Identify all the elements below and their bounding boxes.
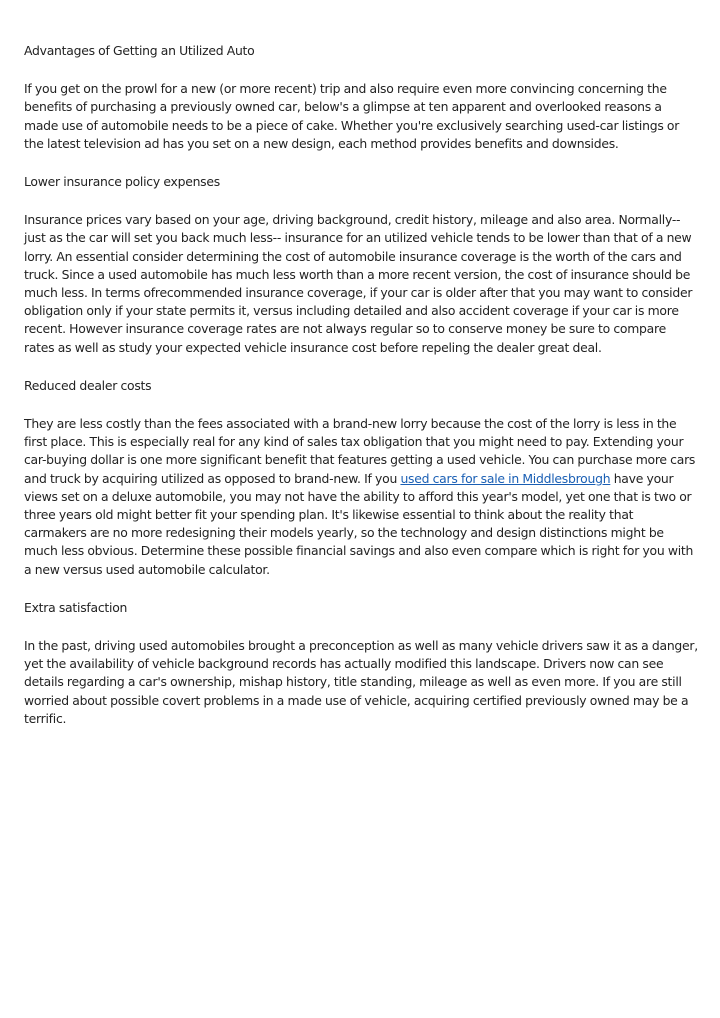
body-text-before-link: They are less costly than the fees associated with a brand-new lorry because the cost of the lorry is less in the first place. This is especially real for any kind of sales tax obligation that you might need to pay. Extending your car-buying dollar is one more significant benefit that features getting a used vehicle. You can purchase more cars and truck by acquiring utilized as opposed to brand-new. If you [24, 416, 696, 486]
section-body-insurance: Insurance prices vary based on your age, driving background, credit history, mileage and also area. Normally-- just as the car will set you back much less-- insurance for an utilized vehicle tends to be lower than that of a new lorry. An essential consider determining the cost of automobile insurance coverage is the worth of the cars and truck. Since a used automobile has much less worth than a more recent version, the cost of insurance should be much less. In terms ofrecommended insurance coverage, if your car is older after that you may want to consider obligation only if your state permits it, versus including detailed and also accident coverage if your car is more recent. However insurance coverage rates are not always regular so to conserve money be sure to compare rates as well as study your expected vehicle insurance cost before repeling the dealer great deal. [24, 212, 693, 355]
section-heading-satisfaction: Extra satisfaction [24, 599, 128, 615]
section-body-dealer-costs [24, 415, 698, 579]
section-heading-insurance: Lower insurance policy expenses [24, 174, 220, 190]
intro-paragraph: If you get on the prowl for a new (or more recent) trip and also require even more convincing concerning the benefits of purchasing a previously owned car, below's a glimpse at ten apparent and overlooked reasons a made use of automobile needs to be a piece of cake. Whether you're exclusively searching used-car listings or the latest television ad has you set on a new design, each method provides benefits and downsides. [24, 81, 680, 151]
used-cars-link[interactable]: used cars for sale in Middlesbrough [400, 470, 611, 486]
article-title: Advantages of Getting an Utilized Auto [24, 43, 255, 58]
article [24, 42, 698, 748]
section-heading-dealer-costs: Reduced dealer costs [24, 377, 152, 393]
body-text-after-link: have your views set on a deluxe automobile, you may not have the ability to afford this year's model, yet one that is two or three years old might better fit your spending plan. It's likewise essential to think about the reality that carmakers are no more redesigning their models yearly, so the technology and design distinctions might be much less obvious. Determine these possible financial savings and also even compare which is right for you with a new versus used automobile calculator. [24, 470, 694, 577]
section-body-satisfaction: In the past, driving used automobiles brought a preconception as well as many vehicle drivers saw it as a danger, yet the availability of vehicle background records has actually modified this landscape. Drivers now can see details regarding a car's ownership, mishap history, title standing, mileage as well as even more. If you are still worried about possible covert problems in a made use of vehicle, acquiring certified previously owned may be a terrific. [24, 638, 698, 726]
